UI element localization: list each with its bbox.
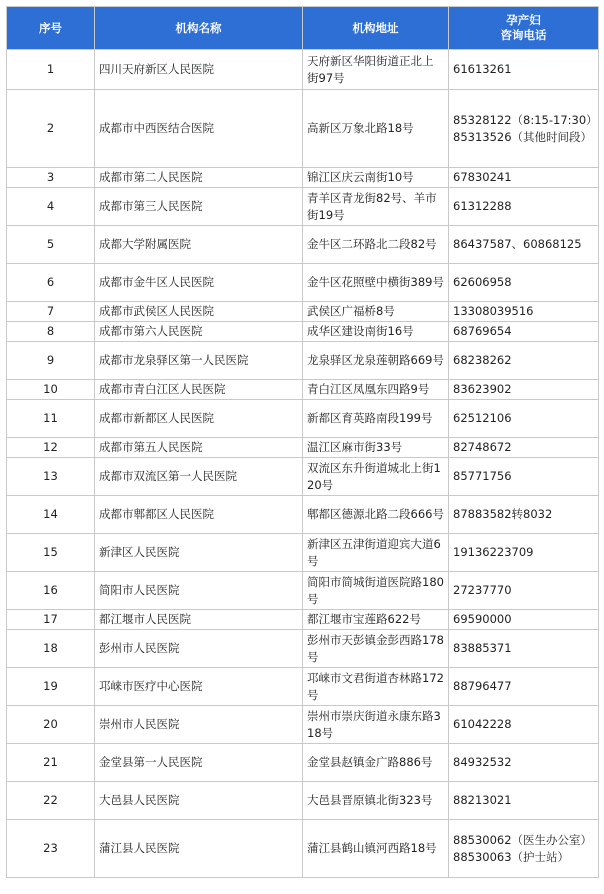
row-name: 大邑县人民医院	[95, 782, 303, 820]
phone-number: 67830241	[453, 170, 512, 184]
row-phone	[449, 226, 599, 264]
row-index: 18	[7, 630, 95, 668]
row-index: 1	[7, 50, 95, 90]
row-name: 彭州市人民医院	[95, 630, 303, 668]
row-phone	[449, 342, 599, 380]
hospital-table	[6, 6, 599, 878]
phone-number: 88530062（医生办公室）	[453, 832, 593, 847]
phone-number: 88530063（护士站）	[453, 849, 570, 864]
row-name: 金堂县第一人民医院	[95, 744, 303, 782]
table-row	[7, 458, 599, 496]
phone-number: 85771756	[453, 469, 512, 483]
row-phone	[449, 302, 599, 322]
row-index: 13	[7, 458, 95, 496]
row-phone	[449, 50, 599, 90]
row-name: 简阳市人民医院	[95, 572, 303, 610]
row-name: 成都市第二人民医院	[95, 168, 303, 188]
row-name: 成都市双流区第一人民医院	[95, 458, 303, 496]
phone-number: 19136223709	[453, 545, 534, 559]
row-name: 蒲江县人民医院	[95, 820, 303, 878]
header-phone	[449, 7, 599, 50]
row-address: 蒲江县鹤山镇河西路18号	[303, 820, 449, 878]
row-index: 6	[7, 264, 95, 302]
row-name: 都江堰市人民医院	[95, 610, 303, 630]
row-index: 21	[7, 744, 95, 782]
row-address: 崇州市崇庆街道永康东路318号	[303, 706, 449, 744]
row-index: 10	[7, 380, 95, 400]
row-name: 成都市郫都区人民医院	[95, 496, 303, 534]
table-row	[7, 534, 599, 572]
row-address: 青白江区凤凰东四路9号	[303, 380, 449, 400]
row-address: 龙泉驿区龙泉莲朝路669号	[303, 342, 449, 380]
row-phone	[449, 496, 599, 534]
row-address: 天府新区华阳街道正北上街97号	[303, 50, 449, 90]
phone-number: 83885371	[453, 641, 512, 655]
phone-number: 61613261	[453, 62, 512, 76]
row-name: 成都市第三人民医院	[95, 188, 303, 226]
row-address: 都江堰市宝莲路622号	[303, 610, 449, 630]
table-row	[7, 782, 599, 820]
row-name: 成都市龙泉驿区第一人民医院	[95, 342, 303, 380]
row-name: 成都市青白江区人民医院	[95, 380, 303, 400]
table-row	[7, 302, 599, 322]
row-address: 温江区麻市街33号	[303, 438, 449, 458]
phone-number: 13308039516	[453, 304, 534, 318]
row-address: 简阳市简城街道医院路180号	[303, 572, 449, 610]
row-phone	[449, 168, 599, 188]
row-index: 5	[7, 226, 95, 264]
table-row	[7, 820, 599, 878]
header-address: 机构地址	[303, 7, 449, 50]
phone-number: 88213021	[453, 793, 512, 807]
row-phone	[449, 188, 599, 226]
row-index: 4	[7, 188, 95, 226]
table-row	[7, 264, 599, 302]
header-phone-line2: 咨询电话	[500, 28, 547, 42]
phone-number: 86437587、60868125	[453, 237, 582, 251]
row-phone	[449, 264, 599, 302]
row-index: 11	[7, 400, 95, 438]
row-phone	[449, 820, 599, 878]
table-row	[7, 342, 599, 380]
row-address: 新津区五津街道迎宾大道6号	[303, 534, 449, 572]
phone-number: 62512106	[453, 411, 512, 425]
phone-number: 85328122（8:15-17:30）	[453, 112, 598, 127]
row-address: 新都区育英路南段199号	[303, 400, 449, 438]
row-name: 成都市中西医结合医院	[95, 90, 303, 168]
table-row	[7, 610, 599, 630]
row-index: 7	[7, 302, 95, 322]
row-name: 成都大学附属医院	[95, 226, 303, 264]
row-address: 郫都区德源北路二段666号	[303, 496, 449, 534]
row-name: 成都市新都区人民医院	[95, 400, 303, 438]
row-phone	[449, 706, 599, 744]
row-name: 成都市第六人民医院	[95, 322, 303, 342]
phone-number: 68769654	[453, 324, 512, 338]
row-phone	[449, 782, 599, 820]
phone-number: 27237770	[453, 583, 512, 597]
row-address: 成华区建设南街16号	[303, 322, 449, 342]
row-phone	[449, 534, 599, 572]
header-index: 序号	[7, 7, 95, 50]
row-index: 8	[7, 322, 95, 342]
row-phone	[449, 380, 599, 400]
row-address: 青羊区青龙街82号、羊市街19号	[303, 188, 449, 226]
phone-number: 68238262	[453, 353, 512, 367]
row-index: 19	[7, 668, 95, 706]
row-name: 四川天府新区人民医院	[95, 50, 303, 90]
row-phone	[449, 572, 599, 610]
row-name: 新津区人民医院	[95, 534, 303, 572]
table-row	[7, 188, 599, 226]
phone-number: 61042228	[453, 717, 512, 731]
row-address: 大邑县晋原镇北街323号	[303, 782, 449, 820]
header-name: 机构名称	[95, 7, 303, 50]
table-row	[7, 168, 599, 188]
row-phone	[449, 438, 599, 458]
table-body	[7, 50, 599, 878]
row-phone	[449, 458, 599, 496]
row-phone	[449, 90, 599, 168]
row-address: 彭州市天彭镇金彭西路178号	[303, 630, 449, 668]
phone-number: 84932532	[453, 755, 512, 769]
row-index: 17	[7, 610, 95, 630]
phone-number: 62606958	[453, 275, 512, 289]
phone-number: 85313526（其他时间段）	[453, 129, 593, 144]
table-row	[7, 496, 599, 534]
row-index: 15	[7, 534, 95, 572]
row-address: 金堂县赵镇金广路886号	[303, 744, 449, 782]
table-row	[7, 380, 599, 400]
row-address: 金牛区花照壁中横街389号	[303, 264, 449, 302]
row-address: 武侯区广福桥8号	[303, 302, 449, 322]
phone-number: 83623902	[453, 382, 512, 396]
row-address: 邛崃市文君街道杏林路172号	[303, 668, 449, 706]
table-row	[7, 668, 599, 706]
row-index: 20	[7, 706, 95, 744]
table-row	[7, 400, 599, 438]
row-phone	[449, 322, 599, 342]
table-row	[7, 226, 599, 264]
table-row	[7, 630, 599, 668]
row-index: 22	[7, 782, 95, 820]
phone-number: 88796477	[453, 679, 512, 693]
table-row	[7, 438, 599, 458]
header-phone-line1: 孕产妇	[506, 13, 541, 27]
phone-number: 87883582转8032	[453, 507, 553, 521]
row-index: 23	[7, 820, 95, 878]
row-index: 16	[7, 572, 95, 610]
row-address: 金牛区二环路北二段82号	[303, 226, 449, 264]
row-name: 成都市第五人民医院	[95, 438, 303, 458]
row-phone	[449, 630, 599, 668]
table-row	[7, 50, 599, 90]
row-phone	[449, 744, 599, 782]
row-name: 成都市金牛区人民医院	[95, 264, 303, 302]
row-index: 3	[7, 168, 95, 188]
row-name: 成都市武侯区人民医院	[95, 302, 303, 322]
row-name: 邛崃市医疗中心医院	[95, 668, 303, 706]
row-index: 2	[7, 90, 95, 168]
phone-number: 69590000	[453, 612, 512, 626]
row-address: 锦江区庆云南街10号	[303, 168, 449, 188]
row-index: 12	[7, 438, 95, 458]
row-name: 崇州市人民医院	[95, 706, 303, 744]
phone-number: 61312288	[453, 199, 512, 213]
row-address: 高新区万象北路18号	[303, 90, 449, 168]
row-index: 14	[7, 496, 95, 534]
row-index: 9	[7, 342, 95, 380]
phone-number: 82748672	[453, 440, 512, 454]
row-phone	[449, 610, 599, 630]
table-row	[7, 706, 599, 744]
table-row	[7, 744, 599, 782]
table-row	[7, 572, 599, 610]
row-address: 双流区东升街道城北上街120号	[303, 458, 449, 496]
row-phone	[449, 400, 599, 438]
table-row	[7, 90, 599, 168]
table-row	[7, 322, 599, 342]
table-header-row	[7, 7, 599, 50]
row-phone	[449, 668, 599, 706]
